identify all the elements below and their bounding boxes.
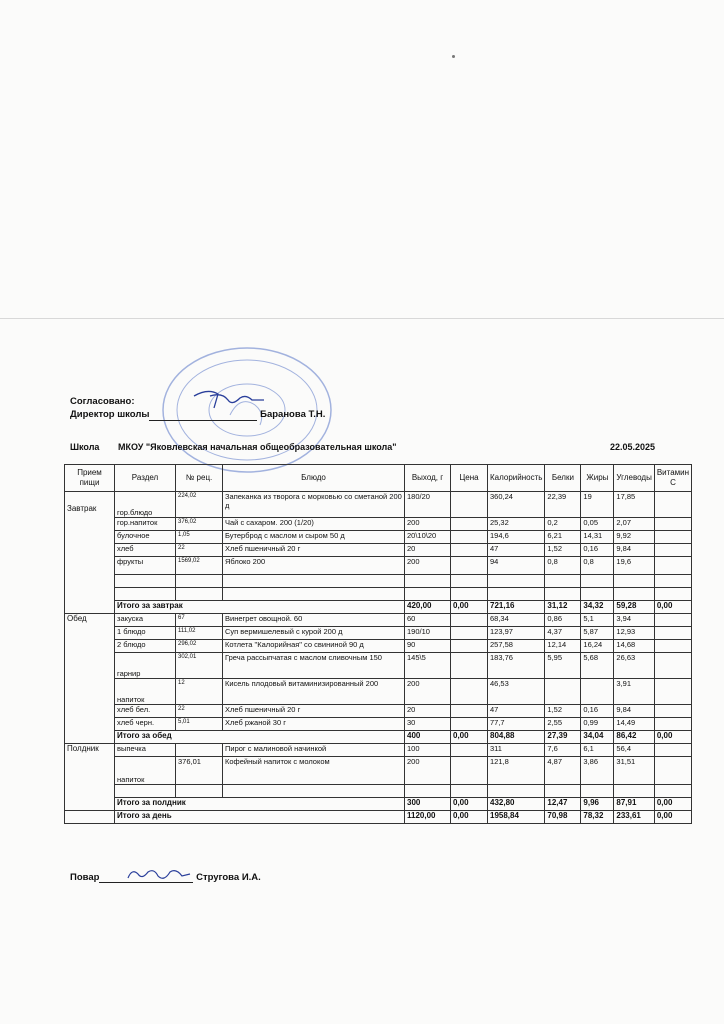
col-header: Блюдо	[223, 465, 405, 492]
vitamin-cell	[654, 531, 691, 544]
col-header: Цена	[451, 465, 488, 492]
vitamin-cell	[654, 679, 691, 705]
scan-speck	[452, 55, 455, 58]
calorie-cell: 121,8	[488, 757, 545, 785]
fat-cell: 3,86	[581, 757, 614, 785]
total-calories: 721,16	[488, 601, 545, 614]
section-cell: напиток	[115, 757, 176, 785]
price-cell	[451, 640, 488, 653]
empty-cell	[65, 811, 115, 824]
vitamin-cell	[654, 518, 691, 531]
total-price: 0,00	[451, 798, 488, 811]
carb-cell: 9,92	[614, 531, 654, 544]
section-cell: 2 блюдо	[115, 640, 176, 653]
calorie-cell: 47	[488, 705, 545, 718]
dish-cell: Чай с сахаром. 200 (1/20)	[223, 518, 405, 531]
director-name: Баранова Т.Н.	[260, 409, 326, 420]
total-carbs: 86,42	[614, 731, 654, 744]
total-calories: 1958,84	[488, 811, 545, 824]
calorie-cell: 123,97	[488, 627, 545, 640]
calorie-cell: 25,32	[488, 518, 545, 531]
total-protein: 70,98	[545, 811, 581, 824]
calorie-cell: 311	[488, 744, 545, 757]
school-label: Школа	[70, 442, 100, 452]
fat-cell: 0,16	[581, 544, 614, 557]
fat-cell: 0,16	[581, 705, 614, 718]
total-calories: 804,88	[488, 731, 545, 744]
carb-cell: 9,84	[614, 544, 654, 557]
vitamin-cell	[654, 705, 691, 718]
vitamin-cell	[654, 544, 691, 557]
dish-cell: Котлета "Калорийная" со свининой 90 д	[223, 640, 405, 653]
output-cell: 20	[405, 544, 451, 557]
price-cell	[451, 518, 488, 531]
dish-cell: Винегрет овощной. 60	[223, 614, 405, 627]
price-cell	[451, 614, 488, 627]
vitamin-cell	[654, 640, 691, 653]
table-header-row	[65, 465, 692, 492]
table-row	[65, 544, 692, 557]
dish-cell: Хлеб пшеничный 20 г	[223, 544, 405, 557]
recipe-cell: 12	[176, 679, 223, 705]
output-cell: 20\10\20	[405, 531, 451, 544]
recipe-cell: 22	[176, 705, 223, 718]
price-cell	[451, 627, 488, 640]
dish-cell: Греча рассыпчатая с маслом сливочным 150	[223, 653, 405, 679]
price-cell	[451, 705, 488, 718]
cook-label: Повар	[70, 872, 100, 883]
dish-cell: Кисель плодовый витаминизированный 200	[223, 679, 405, 705]
protein-cell: 1,52	[545, 705, 581, 718]
section-cell: хлеб черн.	[115, 718, 176, 731]
table-row	[65, 492, 692, 518]
output-cell: 20	[405, 705, 451, 718]
section-cell: 1 блюдо	[115, 627, 176, 640]
total-fat: 34,04	[581, 731, 614, 744]
recipe-cell	[176, 744, 223, 757]
recipe-cell: 302,01	[176, 653, 223, 679]
price-cell	[451, 679, 488, 705]
output-cell: 200	[405, 557, 451, 575]
recipe-cell: 296,02	[176, 640, 223, 653]
vitamin-cell	[654, 557, 691, 575]
total-fat: 9,96	[581, 798, 614, 811]
recipe-cell: 22	[176, 544, 223, 557]
protein-cell: 22,39	[545, 492, 581, 518]
dish-cell: Кофейный напиток с молоком	[223, 757, 405, 785]
total-vitamin: 0,00	[654, 731, 691, 744]
total-label: Итого за обед	[115, 731, 405, 744]
fat-cell	[581, 679, 614, 705]
day-total-row	[65, 811, 692, 824]
breakfast-total-row	[65, 601, 692, 614]
protein-cell: 2,55	[545, 718, 581, 731]
price-cell	[451, 531, 488, 544]
dish-cell: Хлеб ржаной 30 г	[223, 718, 405, 731]
col-header: № рец.	[176, 465, 223, 492]
calorie-cell: 77,7	[488, 718, 545, 731]
fat-cell: 5,87	[581, 627, 614, 640]
section-cell: фрукты	[115, 557, 176, 575]
carb-cell: 3,94	[614, 614, 654, 627]
protein-cell	[545, 679, 581, 705]
carb-cell: 9,84	[614, 705, 654, 718]
table-row-empty	[65, 588, 692, 601]
total-protein: 27,39	[545, 731, 581, 744]
carb-cell: 14,49	[614, 718, 654, 731]
menu-table	[64, 464, 692, 824]
output-cell: 200	[405, 757, 451, 785]
snack-total-row	[65, 798, 692, 811]
table-row	[65, 557, 692, 575]
total-fat: 34,32	[581, 601, 614, 614]
table-row	[65, 627, 692, 640]
col-header: Выход, г	[405, 465, 451, 492]
recipe-cell: 111,02	[176, 627, 223, 640]
total-label: Итого за полдник	[115, 798, 405, 811]
fat-cell: 5,68	[581, 653, 614, 679]
carb-cell: 56,4	[614, 744, 654, 757]
cook-signature-icon	[124, 864, 192, 884]
dish-cell: Хлеб пшеничный 20 г	[223, 705, 405, 718]
carb-cell: 26,63	[614, 653, 654, 679]
total-output: 400	[405, 731, 451, 744]
total-output: 1120,00	[405, 811, 451, 824]
col-header: Жиры	[581, 465, 614, 492]
calorie-cell: 183,76	[488, 653, 545, 679]
cook-name: Стругова И.А.	[196, 872, 261, 883]
recipe-cell: 67	[176, 614, 223, 627]
fat-cell: 0,99	[581, 718, 614, 731]
carb-cell: 31,51	[614, 757, 654, 785]
table-row	[65, 718, 692, 731]
section-cell: выпечка	[115, 744, 176, 757]
protein-cell: 0,2	[545, 518, 581, 531]
approved-label: Согласовано:	[70, 396, 135, 407]
table-row	[65, 518, 692, 531]
output-cell: 200	[405, 518, 451, 531]
table-row	[65, 653, 692, 679]
price-cell	[451, 757, 488, 785]
calorie-cell: 47	[488, 544, 545, 557]
section-cell: хлеб	[115, 544, 176, 557]
director-signature-icon	[188, 386, 268, 414]
col-header: Витамин С	[654, 465, 691, 492]
recipe-cell: 376,01	[176, 757, 223, 785]
output-cell: 30	[405, 718, 451, 731]
total-price: 0,00	[451, 731, 488, 744]
col-header: Раздел	[115, 465, 176, 492]
dish-cell: Пирог с малиновой начинкой	[223, 744, 405, 757]
meal-breakfast: Завтрак	[65, 492, 115, 614]
total-output: 420,00	[405, 601, 451, 614]
section-cell: гор.блюдо	[115, 492, 176, 518]
section-cell: хлеб бел.	[115, 705, 176, 718]
calorie-cell: 46,53	[488, 679, 545, 705]
page-fold-line	[0, 318, 724, 319]
calorie-cell: 194,6	[488, 531, 545, 544]
total-protein: 12,47	[545, 798, 581, 811]
col-header: Прием пищи	[65, 465, 115, 492]
vitamin-cell	[654, 757, 691, 785]
price-cell	[451, 653, 488, 679]
col-header: Калорийность	[488, 465, 545, 492]
calorie-cell: 360,24	[488, 492, 545, 518]
table-row	[65, 614, 692, 627]
section-cell: закуска	[115, 614, 176, 627]
col-header: Белки	[545, 465, 581, 492]
total-vitamin: 0,00	[654, 798, 691, 811]
total-carbs: 59,28	[614, 601, 654, 614]
protein-cell: 0,86	[545, 614, 581, 627]
section-cell: гор.напиток	[115, 518, 176, 531]
vitamin-cell	[654, 653, 691, 679]
carb-cell: 2,07	[614, 518, 654, 531]
carb-cell: 3,91	[614, 679, 654, 705]
recipe-cell: 1,05	[176, 531, 223, 544]
protein-cell: 0,8	[545, 557, 581, 575]
vitamin-cell	[654, 627, 691, 640]
carb-cell: 19,6	[614, 557, 654, 575]
table-row	[65, 757, 692, 785]
total-label: Итого за день	[115, 811, 405, 824]
total-vitamin: 0,00	[654, 601, 691, 614]
school-name: МКОУ "Яковлевская начальная общеобразовательная школа"	[118, 442, 397, 452]
lunch-total-row	[65, 731, 692, 744]
table-row	[65, 705, 692, 718]
vitamin-cell	[654, 614, 691, 627]
total-vitamin: 0,00	[654, 811, 691, 824]
meal-snack: Полдник	[65, 744, 115, 811]
table-row	[65, 531, 692, 544]
calorie-cell: 68,34	[488, 614, 545, 627]
calorie-cell: 257,58	[488, 640, 545, 653]
meal-lunch: Обед	[65, 614, 115, 744]
section-cell: напиток	[115, 679, 176, 705]
fat-cell: 16,24	[581, 640, 614, 653]
fat-cell: 19	[581, 492, 614, 518]
table-row-empty	[65, 575, 692, 588]
menu-date: 22.05.2025	[610, 442, 656, 452]
total-price: 0,00	[451, 811, 488, 824]
protein-cell: 4,87	[545, 757, 581, 785]
table-row-empty	[65, 785, 692, 798]
col-header: Углеводы	[614, 465, 654, 492]
price-cell	[451, 557, 488, 575]
protein-cell: 5,95	[545, 653, 581, 679]
total-calories: 432,80	[488, 798, 545, 811]
output-cell: 145\5	[405, 653, 451, 679]
total-fat: 78,32	[581, 811, 614, 824]
price-cell	[451, 744, 488, 757]
total-price: 0,00	[451, 601, 488, 614]
recipe-cell: 5,01	[176, 718, 223, 731]
table-row	[65, 640, 692, 653]
section-cell: булочное	[115, 531, 176, 544]
table-row	[65, 679, 692, 705]
vitamin-cell	[654, 492, 691, 518]
protein-cell: 1,52	[545, 544, 581, 557]
output-cell: 190/10	[405, 627, 451, 640]
total-carbs: 87,91	[614, 798, 654, 811]
protein-cell: 7,6	[545, 744, 581, 757]
total-label: Итого за завтрак	[115, 601, 405, 614]
dish-cell: Яблоко 200	[223, 557, 405, 575]
recipe-cell: 376,02	[176, 518, 223, 531]
total-output: 300	[405, 798, 451, 811]
vitamin-cell	[654, 744, 691, 757]
vitamin-cell	[654, 718, 691, 731]
output-cell: 100	[405, 744, 451, 757]
dish-cell: Суп вермишелевый с курой 200 д	[223, 627, 405, 640]
dish-cell: Запеканка из творога с морковью со сметаной 200 д	[223, 492, 405, 518]
calorie-cell: 94	[488, 557, 545, 575]
carb-cell: 14,68	[614, 640, 654, 653]
director-label: Директор школы	[70, 409, 150, 420]
fat-cell: 0,05	[581, 518, 614, 531]
fat-cell: 5,1	[581, 614, 614, 627]
output-cell: 180/20	[405, 492, 451, 518]
protein-cell: 6,21	[545, 531, 581, 544]
table-row	[65, 744, 692, 757]
fat-cell: 0,8	[581, 557, 614, 575]
output-cell: 200	[405, 679, 451, 705]
price-cell	[451, 544, 488, 557]
output-cell: 60	[405, 614, 451, 627]
price-cell	[451, 718, 488, 731]
section-cell: гарнир	[115, 653, 176, 679]
output-cell: 90	[405, 640, 451, 653]
dish-cell: Бутерброд с маслом и сыром 50 д	[223, 531, 405, 544]
carb-cell: 17,85	[614, 492, 654, 518]
total-protein: 31,12	[545, 601, 581, 614]
protein-cell: 4,37	[545, 627, 581, 640]
fat-cell: 6,1	[581, 744, 614, 757]
fat-cell: 14,31	[581, 531, 614, 544]
total-carbs: 233,61	[614, 811, 654, 824]
recipe-cell: 224,02	[176, 492, 223, 518]
recipe-cell: 1569,02	[176, 557, 223, 575]
price-cell	[451, 492, 488, 518]
carb-cell: 12,93	[614, 627, 654, 640]
protein-cell: 12,14	[545, 640, 581, 653]
